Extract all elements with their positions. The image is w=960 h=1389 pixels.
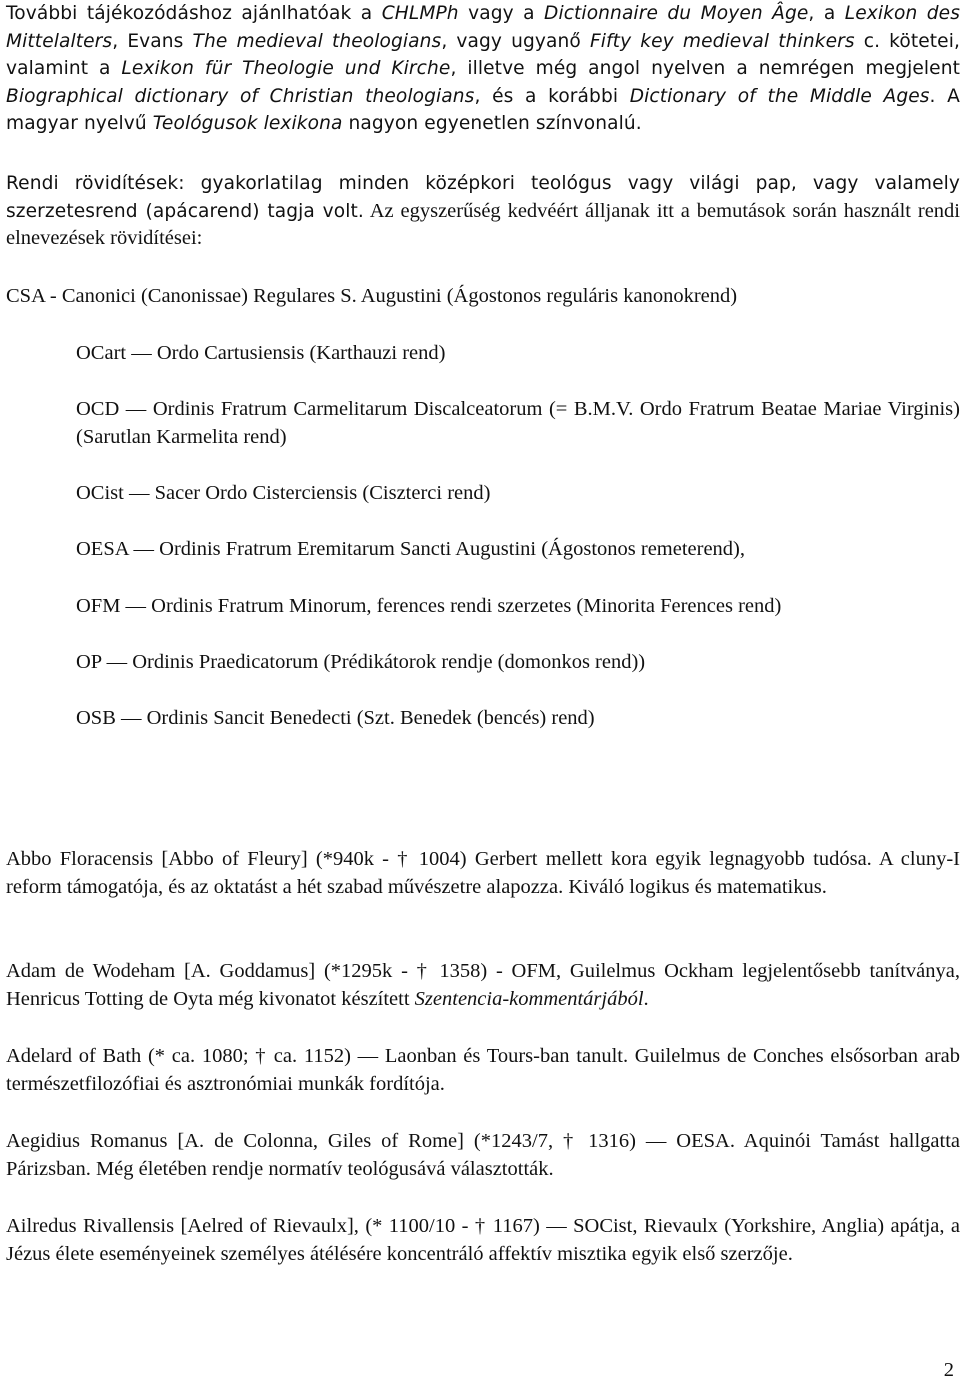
- title-dictionary-middle-ages: Dictionary of the Middle Ages: [629, 85, 930, 107]
- title-dictionnaire: Dictionnaire du Moyen Âge: [544, 3, 809, 24]
- title-szentencia: Szentencia-kommentárjából: [414, 987, 644, 1010]
- abbr-ofm: OFM — Ordinis Fratrum Minorum, ferences rendi szerzetes (Minorita Ferences rend): [76, 595, 782, 617]
- abbr-oesa: OESA — Ordinis Fratrum Eremitarum Sancti Augustini (Ágostonos remeterend),: [76, 538, 746, 560]
- intro-paragraph: További tájékozódáshoz ajánlhatóak a CHLMPh vagy a Dictionnaire du Moyen Âge, a Lexikon des Mittelalters, Evans The medieval theologians, vagy ugyanő Fifty key medieval thinkers c. kötetei, valamint a Lexikon für Theologie und Kirche, illetve még angol nyelven a nemrégen megjelent Biographical dictionary of Christian theologians, és a korábbi Dictionary of the Middle Ages. A magyar nyelvű Teológusok lexikona nagyon egyenetlen színvonalú.: [6, 3, 960, 134]
- page-number: 2: [943, 1359, 954, 1381]
- abbr-osb: OSB — Ordinis Sancit Benedecti (Szt. Benedek (bencés) rend): [76, 707, 595, 729]
- abbr-csa: CSA - Canonici (Canonissae) Regulares S. Augustini (Ágostonos reguláris kanonokrend): [6, 285, 738, 307]
- title-chlmph: CHLMPh: [381, 3, 459, 24]
- entry-abbo: Abbo Floracensis [Abbo of Fleury] (*940k - † 1004) Gerbert mellett kora egyik legnagyobb tudósa. A cluny-I reform támogatója, és az oktatást a hét szabad művészetre alapozza. Kiváló logikus és matematikus.: [6, 848, 960, 898]
- title-biographical-dictionary: Biographical dictionary of Christian theologians: [6, 85, 475, 107]
- title-lexikon-mittelalters: Lexikon des Mittelalters: [6, 3, 960, 52]
- title-teologusok-lexikona: Teológusok lexikona: [152, 113, 343, 134]
- entry-adam: Adam de Wodeham [A. Goddamus] (*1295k - † 1358) - OFM, Guilelmus Ockham legjelentősebb tanítványa, Henricus Totting de Oyta még kivonatot készített Szentencia-kommentárjából.: [6, 960, 960, 1010]
- entry-ailredus: Ailredus Rivallensis [Aelred of Rievaulx], (* 1100/10 - † 1167) — SOCist, Rievaulx (Yorkshire, Anglia) apátja, a Jézus élete eseményeinek személyes átélésére koncentráló affektív misztika egyik első szerzője.: [6, 1215, 960, 1265]
- title-evans: The medieval theologians: [192, 30, 442, 52]
- abbr-ocart: OCart — Ordo Cartusiensis (Karthauzi rend): [76, 342, 446, 364]
- abbr-ocist: OCist — Sacer Ordo Cisterciensis (Ciszterci rend): [76, 482, 491, 504]
- orders-intro-paragraph: Rendi rövidítések: gyakorlatilag minden középkori teológus vagy világi pap, vagy valamely szerzetesrend (apácarend) tagja volt. Az egyszerűség kedvéért álljanak itt a bemutások során használt rendi elnevezések rövidítései:: [6, 173, 960, 249]
- abbr-ocd: OCD — Ordinis Fratrum Carmelitarum Discalceatorum (= B.M.V. Ordo Fratrum Beatae Mariae Virginis) (Sarutlan Karmelita rend): [76, 398, 960, 448]
- abbr-op: OP — Ordinis Praedicatorum (Prédikátorok rendje (domonkos rend)): [76, 651, 646, 673]
- entry-adelard: Adelard of Bath (* ca. 1080; † ca. 1152) — Laonban és Tours-ban tanult. Guilelmus de Conches elsősorban arab természetfilozófiai és asztronómiai munkák fordítója.: [6, 1045, 960, 1095]
- title-lexikon-theologie: Lexikon für Theologie und Kirche: [121, 58, 451, 79]
- entry-aegidius: Aegidius Romanus [A. de Colonna, Giles of Rome] (*1243/7, † 1316) — OESA. Aquinói Tamást hallgatta Párizsban. Még életében rendje normatív teológusává választották.: [6, 1130, 960, 1180]
- title-fifty-key: Fifty key medieval thinkers: [589, 30, 855, 52]
